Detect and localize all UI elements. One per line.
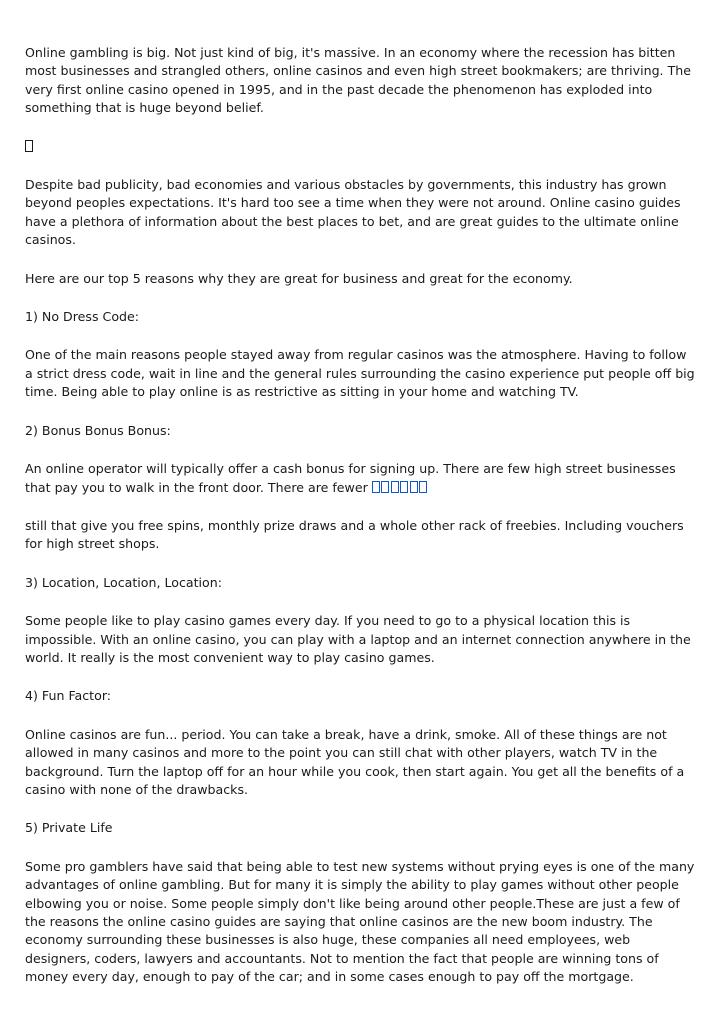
missing-glyph-icon xyxy=(400,481,408,493)
paragraph-top-reasons: Here are our top 5 reasons why they are great for business and great for the economy. xyxy=(25,270,573,286)
paragraph-bonus-text: An online operator will typically offer a cash bonus for signing up. There are few high street businesses that pay you to walk in the front door. There are fewer xyxy=(25,461,676,495)
heading-no-dress-code: 1) No Dress Code: xyxy=(25,309,140,325)
heading-fun-factor: 4) Fun Factor: xyxy=(25,688,112,704)
missing-glyph-icon xyxy=(410,481,418,493)
heading-location: 3) Location, Location, Location: xyxy=(25,574,222,590)
placeholder-paragraph xyxy=(25,138,697,156)
document-body xyxy=(25,44,697,1007)
missing-glyph-icon xyxy=(25,140,33,152)
inline-link[interactable] xyxy=(372,480,429,495)
missing-glyph-icon xyxy=(419,481,427,493)
missing-glyph-icon xyxy=(372,481,380,493)
paragraph-dress-code: One of the main reasons people stayed away from regular casinos was the atmosphere. Having to follow a strict dress code, wait in line and the general rules surrounding the casino experience put people off big time. Being able to play online is as restrictive as sitting in your home and watching TV. xyxy=(25,347,695,400)
heading-bonus: 2) Bonus Bonus Bonus: xyxy=(25,422,171,438)
paragraph-intro: Online gambling is big. Not just kind of big, it's massive. In an economy where the recession has bitten most businesses and strangled others, online casinos and even high street bookmakers; are thriving. The very first online casino opened in 1995, and in the past decade the phenomenon has exploded into something that is huge beyond belief. xyxy=(25,45,691,116)
paragraph-location: Some people like to play casino games every day. If you need to go to a physical location this is impossible. With an online casino, you can play with a laptop and an internet connection anywhere in the world. It really is the most convenient way to play casino games. xyxy=(25,613,691,665)
heading-private-life: 5) Private Life xyxy=(25,820,113,836)
paragraph-private-life: Some pro gamblers have said that being able to test new systems without prying eyes is one of the many advantages of online gambling. But for many it is simply the ability to play games without other people elbowing you or noise. Some people simply don't like being around other people.These are just a few of the reasons the online casino guides are saying that online casinos are the new boom industry. The economy surrounding these businesses is also huge, these companies all need employees, web designers, coders, lawyers and accountants. Not to mention the fact that people are winning tons of money every day, enough to pay of the car; and in some cases enough to pay off the mortgage. xyxy=(25,858,695,985)
paragraph-growth: Despite bad publicity, bad economies and various obstacles by governments, this industry has grown beyond peoples expectations. It's hard too see a time when they were not around. Online casino guides have a plethora of information about the best places to bet, and are great guides to the ultimate online casinos. xyxy=(25,177,681,248)
missing-glyph-icon xyxy=(391,481,399,493)
paragraph-bonus xyxy=(25,460,697,497)
paragraph-freebies: still that give you free spins, monthly prize draws and a whole other rack of freebies. Including vouchers for high street shops. xyxy=(25,517,684,552)
missing-glyph-icon xyxy=(381,481,389,493)
paragraph-fun-factor: Online casinos are fun... period. You can take a break, have a drink, smoke. All of these things are not allowed in many casinos and more to the point you can still chat with other players, watch TV in the background. Turn the laptop off for an hour while you cook, then start again. You get all the benefits of a casino with none of the drawbacks. xyxy=(25,726,685,797)
